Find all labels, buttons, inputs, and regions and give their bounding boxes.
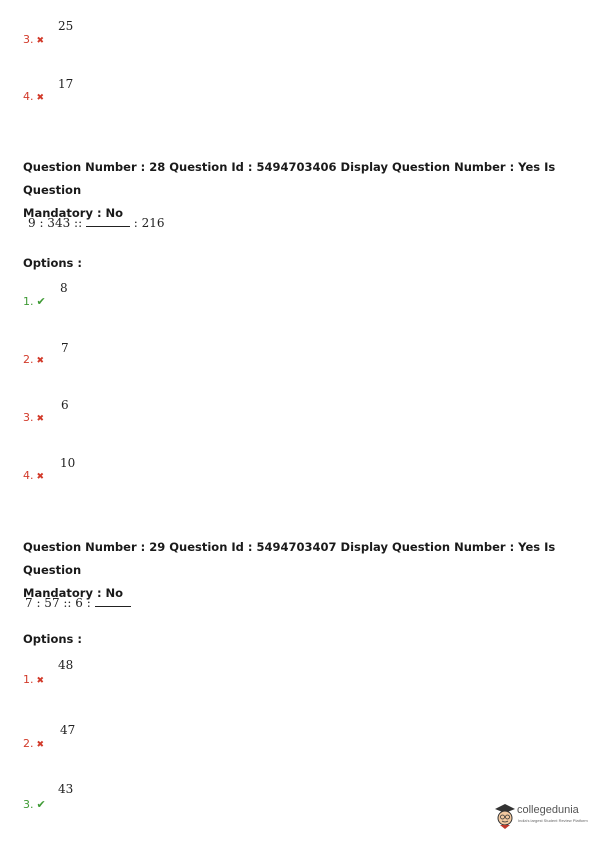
option-value: 43 (58, 782, 74, 796)
option-value: 8 (60, 281, 68, 295)
option-value: 10 (60, 456, 76, 470)
option-number: 1. (23, 673, 34, 686)
option-number: 2. (23, 353, 34, 366)
option-number: 1. (23, 295, 34, 308)
question-header (23, 156, 578, 225)
answer-blank (95, 596, 131, 607)
check-icon: ✔ (36, 798, 46, 811)
question-header-line: Question Number : 28 Question Id : 5494703406 Display Question Number : Yes Is Question (23, 160, 556, 197)
option-row (23, 793, 46, 812)
option-row (23, 28, 44, 47)
option-value: 6 (61, 398, 69, 412)
option-value: 48 (58, 658, 74, 672)
option-number: 4. (23, 469, 34, 482)
option-number: 3. (23, 798, 34, 811)
option-row (23, 406, 44, 425)
cross-icon: ✖ (36, 36, 45, 46)
question-text-after: : 216 (129, 216, 165, 230)
cross-icon: ✖ (36, 93, 45, 103)
question-header-line: Mandatory : No (23, 206, 124, 220)
option-row (23, 85, 44, 104)
option-value: 17 (58, 77, 74, 91)
mascot-icon (493, 802, 517, 830)
option-number: 2. (23, 737, 34, 750)
logo-tagline: India's largest Student Review Platform (518, 818, 588, 823)
option-row (23, 348, 44, 367)
question-text-before: 9 : 343 :: (28, 216, 86, 230)
collegedunia-logo (493, 800, 589, 832)
cross-icon: ✖ (36, 414, 45, 424)
cross-icon: ✖ (36, 676, 45, 686)
question-header-line: Mandatory : No (23, 586, 124, 600)
question-header-line: Question Number : 29 Question Id : 5494703407 Display Question Number : Yes Is Question (23, 540, 556, 577)
question-text (28, 216, 165, 230)
option-row (23, 290, 46, 309)
options-label: Options : (23, 256, 82, 270)
options-label: Options : (23, 632, 82, 646)
answer-blank (86, 216, 130, 227)
check-icon: ✔ (36, 295, 46, 308)
option-row (23, 668, 44, 687)
option-row (23, 732, 44, 751)
logo-wordmark: collegedunia (517, 804, 579, 816)
cross-icon: ✖ (36, 740, 45, 750)
cross-icon: ✖ (36, 356, 45, 366)
option-number: 3. (23, 33, 34, 46)
option-number: 3. (23, 411, 34, 424)
option-value: 47 (60, 723, 76, 737)
option-number: 4. (23, 90, 34, 103)
question-text-before: 7 : 57 :: 6 : (25, 596, 95, 610)
cross-icon: ✖ (36, 472, 45, 482)
question-header (23, 536, 578, 605)
option-row (23, 464, 44, 483)
option-value: 7 (61, 341, 69, 355)
option-value: 25 (58, 19, 74, 33)
question-text (25, 596, 131, 610)
